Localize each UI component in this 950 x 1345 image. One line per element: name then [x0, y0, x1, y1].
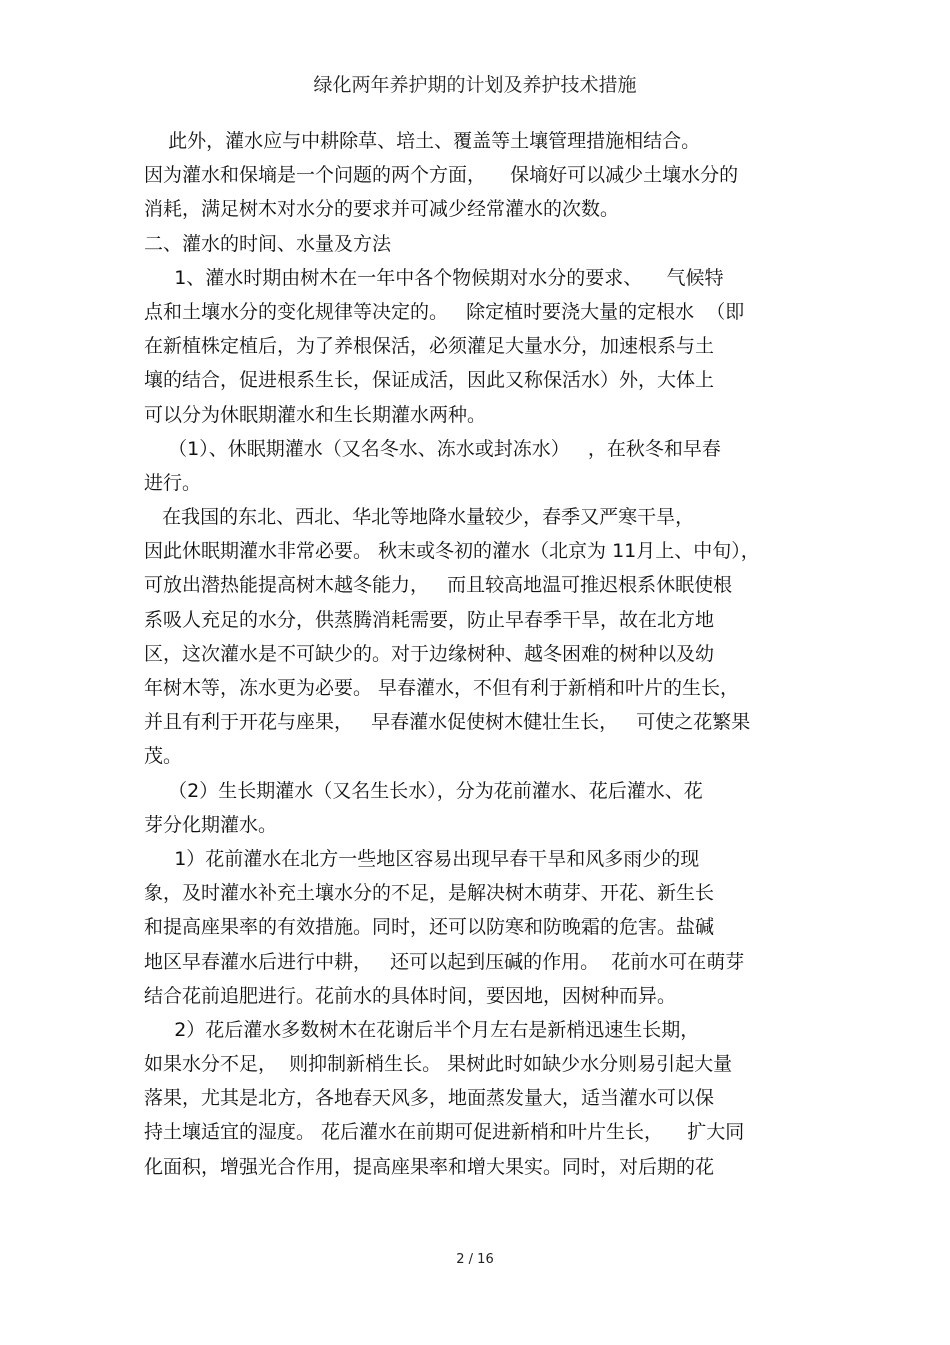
text-line: 如果水分不足， 则抑制新梢生长。 果树此时如缺少水分则易引起大量 — [144, 1053, 733, 1076]
text-line: 二、灌水的时间、水量及方法 — [144, 232, 392, 255]
text-line: 年树木等，冻水更为必要。 早春灌水，不但有利于新梢和叶片的生长， — [144, 677, 740, 699]
text-line: 化面积，增强光合作用，提高座果率和增大果实。同时，对后期的花 — [144, 1155, 715, 1178]
text-line: 并且有利于开花与座果， 早春灌水促使树木健壮生长， 可使之花繁果 — [144, 711, 751, 734]
text-line: 因为灌水和保墒是一个问题的两个方面， 保墒好可以减少土壤水分的 — [144, 164, 739, 187]
text-line: 此外，灌水应与中耕除草、培土、覆盖等土壤管理措施相结合。 — [144, 130, 701, 152]
text-line: 茂。 — [144, 745, 183, 768]
text-line: 1、灌水时期由树木在一年中各个物候期对水分的要求、 气候特 — [144, 266, 724, 289]
text-line: 2）花后灌水多数树木在花谢后半个月左右是新梢迅速生长期， — [144, 1018, 700, 1041]
text-line: 点和土壤水分的变化规律等决定的。 除定植时要浇大量的定根水 （即 — [144, 300, 745, 323]
text-line: 进行。 — [144, 471, 202, 494]
text-line: 芽分化期灌水。 — [144, 813, 278, 836]
text-line: 可以分为休眠期灌水和生长期灌水两种。 — [144, 403, 487, 426]
text-line: （1）、休眠期灌水（又名冬水、冻水或封冻水） ，在秋冬和早春 — [144, 437, 721, 460]
text-line: 落果，尤其是北方，各地春天风多，地面蒸发量大，适当灌水可以保 — [144, 1087, 715, 1110]
page-header-title: 绿化两年养护期的计划及养护技术措施 — [313, 74, 637, 96]
text-line: 因此休眠期灌水非常必要。 秋末或冬初的灌水（北京为 11月上、中旬）， — [144, 540, 760, 563]
text-line: 在我国的东北、西北、华北等地降水量较少，春季又严寒干旱， — [144, 506, 695, 529]
text-line: 象，及时灌水补充土壤水分的不足，是解决树木萌芽、开花、新生长 — [144, 882, 715, 905]
text-line: 持土壤适宜的湿度。 花后灌水在前期可促进新梢和叶片生长， 扩大同 — [144, 1121, 745, 1144]
text-line: 壤的结合，促进根系生长，保证成活，因此又称保活水）外，大体上 — [144, 369, 715, 392]
text-line: 在新植株定植后，为了养根保活，必须灌足大量水分，加速根系与土 — [144, 335, 715, 358]
text-line: 区，这次灌水是不可缺少的。对于边缘树种、越冬困难的树种以及幼 — [144, 642, 715, 665]
text-line: 消耗，满足树木对水分的要求并可减少经常灌水的次数。 — [144, 198, 620, 221]
page-number: 2 / 16 — [456, 1252, 494, 1267]
text-line: 结合花前追肥进行。花前水的具体时间，要因地，因树种而异。 — [144, 984, 677, 1007]
text-line: 和提高座果率的有效措施。同时，还可以防寒和防晚霜的危害。盐碱 — [144, 916, 715, 939]
text-line: 地区早春灌水后进行中耕， 还可以起到压碱的作用。 花前水可在萌芽 — [144, 950, 745, 973]
text-line: （2）生长期灌水（又名生长水），分为花前灌水、花后灌水、花 — [144, 779, 703, 802]
text-line: 系吸人充足的水分，供蒸腾消耗需要，防止早春季干旱，故在北方地 — [144, 608, 715, 631]
text-line: 可放出潜热能提高树木越冬能力， 而且较高地温可推迟根系休眠使根 — [144, 574, 733, 597]
body-text — [144, 124, 824, 1184]
text-line: 1）花前灌水在北方一些地区容易出现早春干旱和风多雨少的现 — [144, 847, 700, 870]
